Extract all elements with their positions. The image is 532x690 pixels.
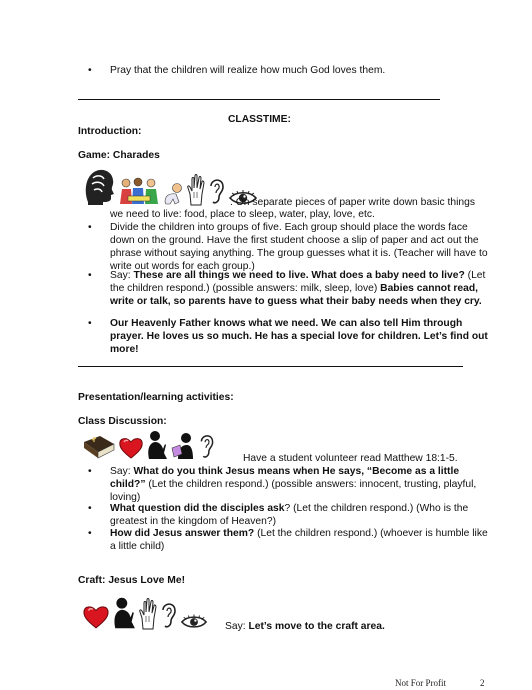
say-label: Say: [225, 621, 249, 632]
ear-icon [198, 432, 216, 460]
craft-heading: Craft: Jesus Love Me! [78, 575, 186, 586]
discussion-bullet-1-plain: (Let the children respond.) (possible answers: innocent, trusting, playful, loving) [110, 479, 477, 503]
heart-icon [82, 604, 110, 630]
discussion-heading: Class Discussion: [78, 416, 167, 427]
ear-icon [160, 600, 178, 630]
discussion-intro: Have a student volunteer read Matthew 18:1-5. [243, 453, 458, 464]
bullet-marker: • [88, 466, 92, 477]
hand-icon [186, 174, 206, 206]
discussion-bullet-3 [110, 527, 490, 553]
game-bullet-2-bold: These are all things we need to live. What does a baby need to live? [133, 270, 465, 281]
baby-crawling-icon [162, 182, 184, 206]
discussion-bullet-2 [110, 502, 490, 528]
praying-child-icon [112, 596, 136, 630]
bullet-marker: • [88, 503, 92, 514]
head-profile-icon [82, 166, 116, 206]
footer-note: Not For Profit [395, 678, 447, 688]
say-label: Say: [110, 466, 134, 477]
say-label: Say: [110, 270, 134, 281]
discussion-bullet-2-bold: What question did the disciples ask [110, 503, 285, 514]
bullet-marker: • [88, 528, 92, 539]
children-group-icon [118, 176, 160, 206]
bullet-marker: • [88, 270, 92, 281]
reading-child-icon [170, 432, 196, 460]
page-number: 2 [480, 678, 485, 688]
eye-icon [180, 614, 208, 630]
game-bullet-3: Our Heavenly Father knows what we need. We can also tell Him through prayer. He loves us so much. He has a special love for children. Let’s find out more! [110, 318, 488, 355]
craft-icon-row [82, 592, 208, 630]
heart-icon [118, 436, 144, 460]
game-bullet-1: Divide the children into groups of five. Each group should place the words face down on the ground. Have the first student choose a slip of paper and act out the phrase without saying anything. The group guesses what it is. (Teacher will have to write out words for each group.) [110, 222, 488, 272]
bullet-marker: • [88, 65, 92, 76]
bullet-marker: • [88, 318, 92, 329]
classtime-heading: CLASSTIME: [228, 114, 291, 125]
game-heading: Game: Charades [78, 150, 160, 161]
bullet-marker: • [88, 222, 92, 233]
game-intro-continued: we need to live: food, place to sleep, water, play, love, etc. [110, 209, 375, 220]
game-intro: . On separate pieces of paper write down basic things [230, 197, 475, 208]
discussion-bullet-3-bold: How did Jesus answer them? [110, 528, 255, 539]
prayer-bullet-text: Pray that the children will realize how much God loves them. [110, 65, 386, 76]
divider-line [78, 99, 440, 100]
bible-icon [82, 434, 116, 460]
craft-say-bold: Let’s move to the craft area. [248, 621, 385, 632]
game-bullet-2 [110, 269, 490, 308]
discussion-bullet-1-bold: What do you think Jesus means when He says, “Become as a little child?” [110, 466, 460, 490]
divider-line [78, 366, 463, 367]
game-bullet-2-plain: (Let the children respond.) (possible answers: milk, sleep, love) [110, 270, 486, 294]
discussion-bullet-3-plain: (Let the children respond.) (whoever is humble like a little child) [110, 528, 488, 552]
hand-icon [138, 598, 158, 630]
introduction-heading: Introduction: [78, 126, 142, 137]
ear-icon [208, 176, 226, 206]
craft-say [225, 620, 385, 633]
discussion-bullet-1 [110, 465, 490, 504]
presentation-heading: Presentation/learning activities: [78, 392, 234, 403]
game-bullet-2-bold-2: Babies cannot read, write or talk, so parents have to guess what their baby needs when they cry. [110, 283, 482, 307]
discussion-icon-row [82, 428, 216, 460]
discussion-bullet-2-plain: ? (Let the children respond.) (Who is the greatest in the kingdom of Heaven?) [110, 503, 469, 527]
praying-child-icon [146, 430, 168, 460]
